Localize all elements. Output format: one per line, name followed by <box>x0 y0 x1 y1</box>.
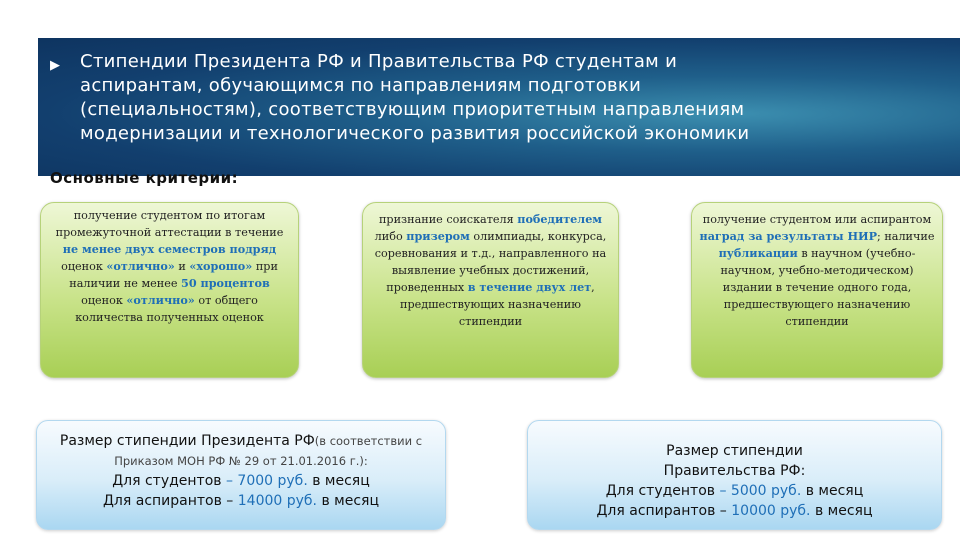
government-postgrad-amount <box>528 501 941 521</box>
amount-suffix: в месяц <box>801 483 864 499</box>
amount-suffix: в месяц <box>317 493 379 509</box>
amount-label: Для студентов <box>605 483 720 499</box>
president-students-amount <box>37 471 445 491</box>
president-stipend-title <box>37 431 445 471</box>
criterion-text: оценок <box>61 260 107 273</box>
criterion-highlight: наград за результаты НИР <box>699 229 877 243</box>
president-stipend-box <box>36 420 446 530</box>
criterion-highlight: 50 процентов <box>181 276 270 290</box>
criterion-text: олимпиады, конкурса, соревнования и т.д., направленного на выявление учебных достижений, проведенных <box>374 230 607 294</box>
president-order-note: (в соответствии с Приказом МОН РФ № 29 от 21.01.2016 г.): <box>114 434 423 468</box>
criterion-text: признание соискателя <box>378 213 518 226</box>
amount-suffix: в месяц <box>307 473 370 489</box>
slide-title: Стипендии Президента РФ и Правительства РФ студентам и аспирантам, обучающимся по направлениям подготовки (специальностям), соответствующим приоритетным направлениям модернизации и технологического развития российской экономики <box>80 51 750 144</box>
president-postgrad-amount <box>37 491 445 511</box>
government-stipend-title: Размер стипендии Правительства РФ: <box>663 443 806 479</box>
criterion-highlight: «отлично» <box>126 293 195 307</box>
criterion-highlight: призером <box>406 229 470 243</box>
criterion-text: получение студентом по итогам промежуточной аттестации в течение <box>55 209 284 239</box>
criterion-text: получение студентом или аспирантом <box>702 213 932 226</box>
criterion-text: при наличии не менее <box>69 260 278 290</box>
amount-value: – 7000 руб. <box>225 473 308 489</box>
criterion-highlight: «отлично» <box>106 259 175 273</box>
stipend-title-text: Размер стипендии Президента РФ <box>59 433 315 449</box>
criterion-highlight: не менее двух семестров подряд <box>62 242 277 256</box>
criterion-highlight: победителем <box>517 212 603 226</box>
criterion-highlight: «хорошо» <box>189 259 253 273</box>
criterion-text: в научном (учебно-научном, учебно-методическом) издании в течение одного года, предшествующего назначению стипендии <box>720 247 916 328</box>
amount-label: Для аспирантов – <box>596 503 732 519</box>
criterion-text: от общего количества полученных оценок <box>75 294 264 324</box>
criterion-research-box <box>691 202 943 378</box>
amount-suffix: в месяц <box>810 503 873 519</box>
criterion-text: и <box>174 260 190 273</box>
criterion-text: оценок <box>81 294 127 307</box>
amount-label: Для аспирантов – <box>102 493 238 509</box>
criterion-olympiad-box <box>362 202 619 378</box>
amount-label: Для студентов <box>112 473 226 489</box>
criterion-highlight: в течение двух лет <box>467 280 592 294</box>
amount-value: 10000 руб. <box>731 503 811 519</box>
amount-value: 14000 руб. <box>237 493 318 509</box>
criterion-highlight: публикации <box>718 246 798 260</box>
criterion-text: , предшествующих назначению стипендии <box>400 281 595 328</box>
criterion-text: либо <box>374 230 407 243</box>
criterion-grades-box <box>40 202 299 378</box>
criteria-heading: Основные критерии: <box>50 169 239 187</box>
government-stipend-box <box>527 420 942 530</box>
criterion-text: ; наличие <box>877 230 935 243</box>
triangle-right-icon: ▶ <box>50 58 60 73</box>
amount-value: – 5000 руб. <box>719 483 802 499</box>
government-students-amount <box>528 481 941 501</box>
